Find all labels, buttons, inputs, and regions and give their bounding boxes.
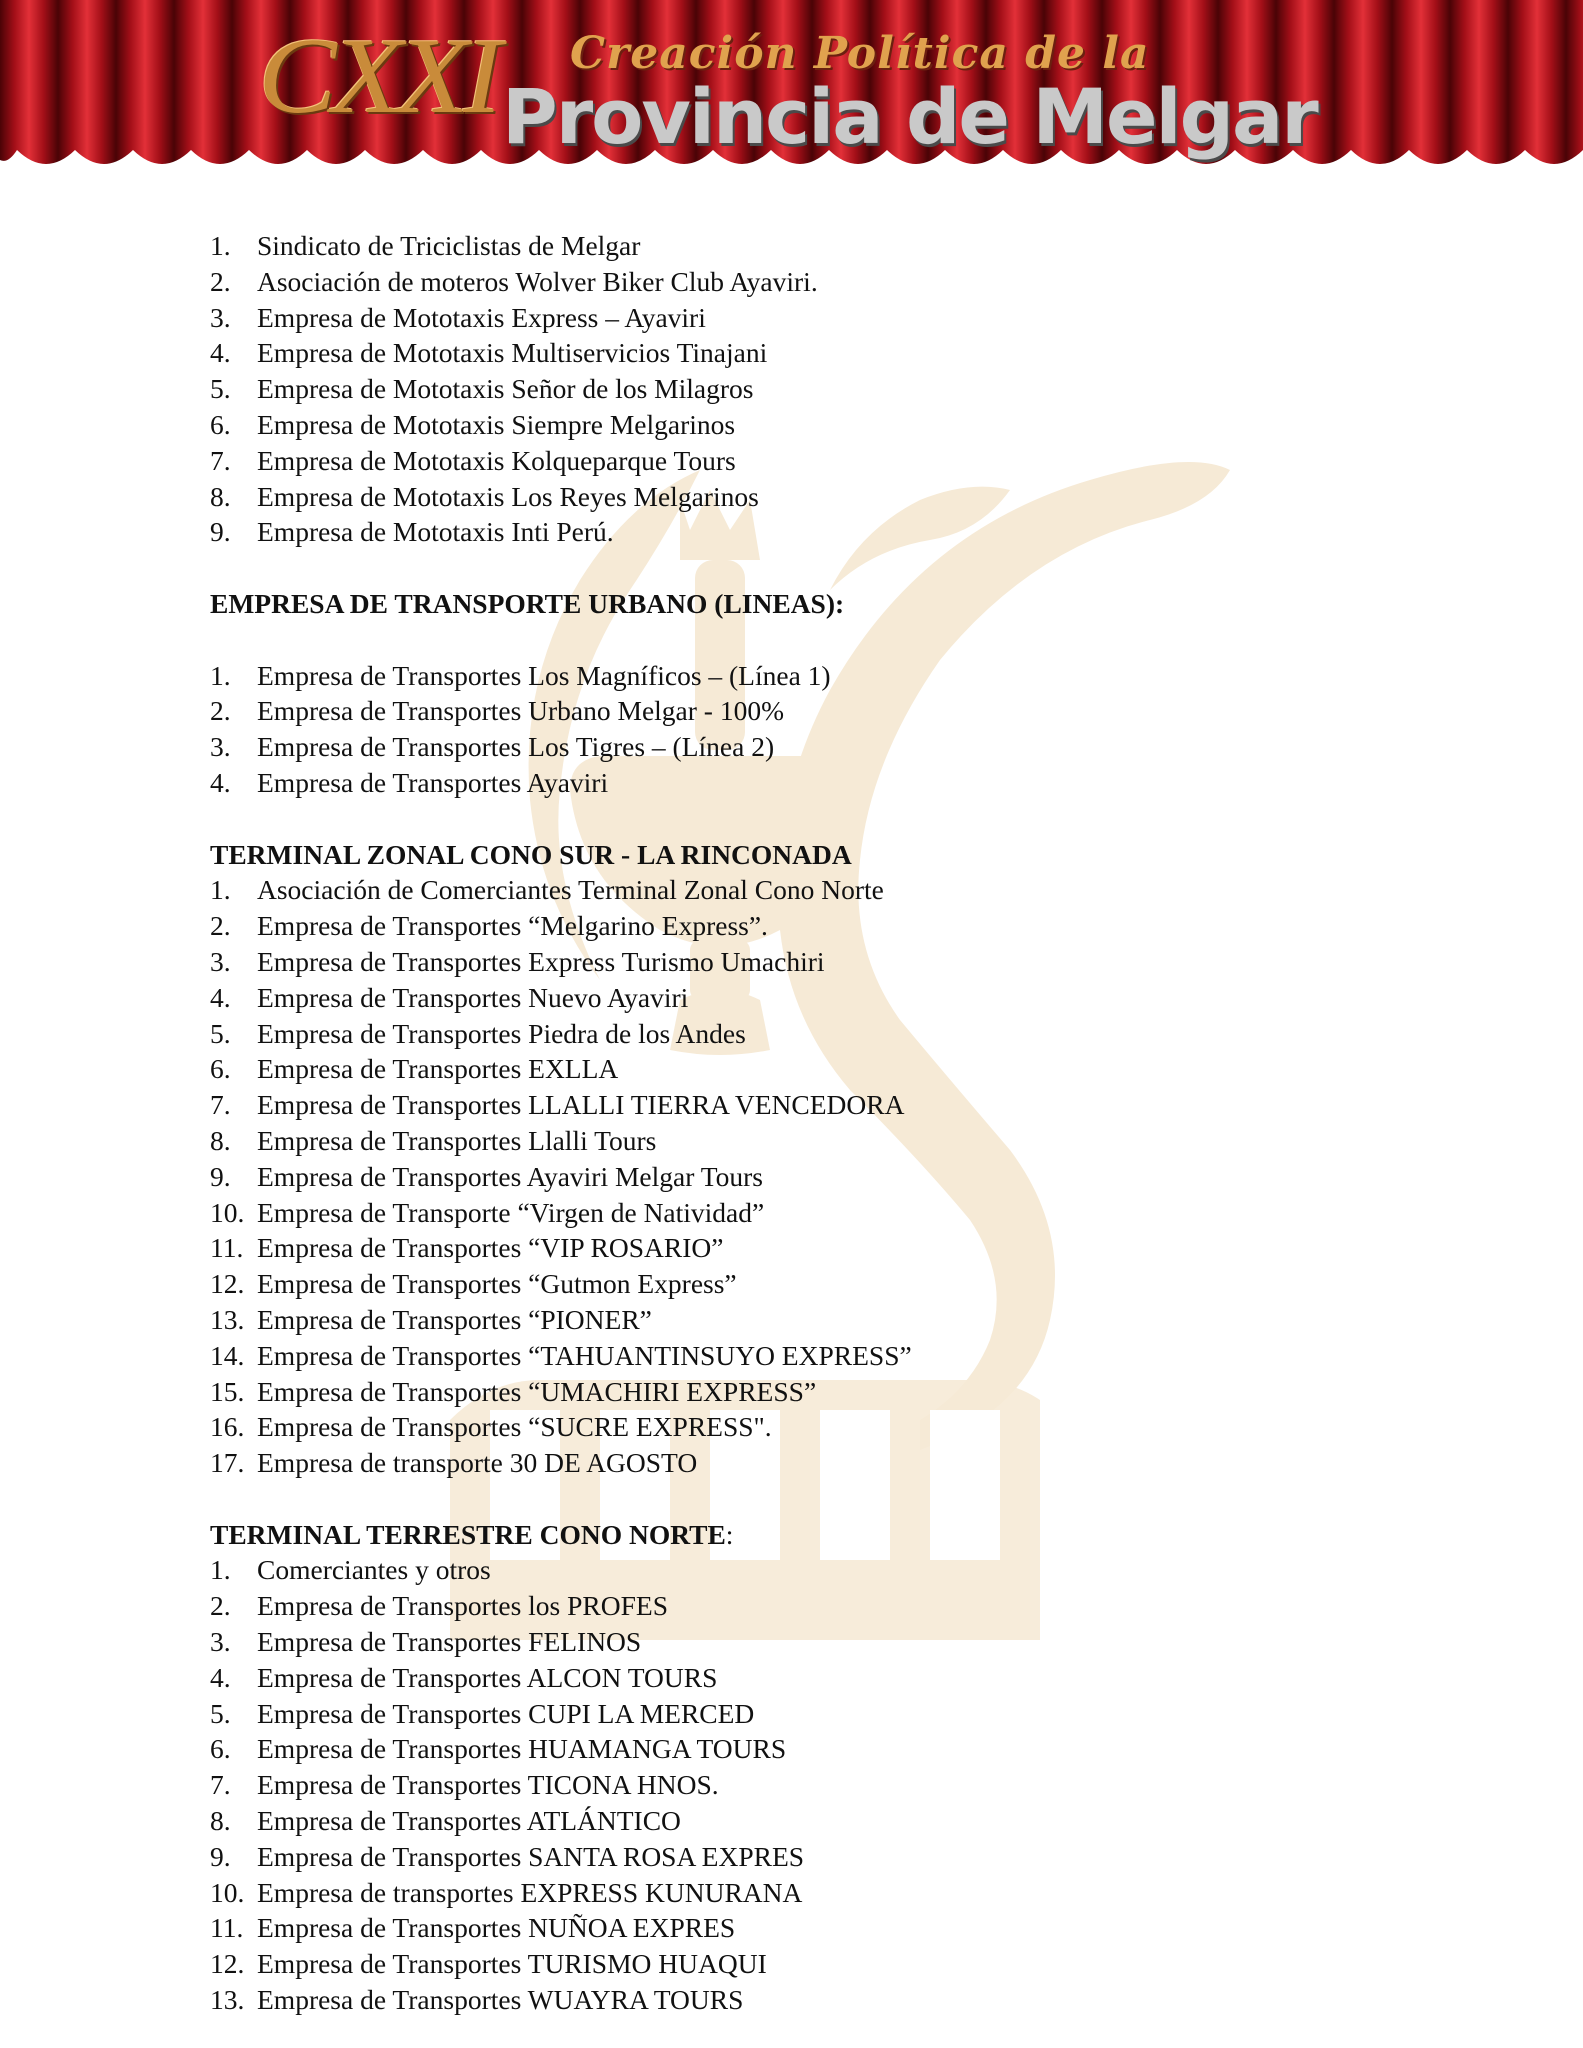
list-item — [210, 1159, 1410, 1195]
list-item-text: Empresa de Transportes “Melgarino Express”. — [257, 910, 768, 942]
list-item-text: Empresa de Transportes “VIP ROSARIO” — [257, 1232, 724, 1264]
list-item — [210, 335, 1410, 371]
list-item-text: Empresa de Transportes Los Tigres – (Línea 2) — [257, 731, 775, 763]
list-item-number: 4. — [210, 1661, 231, 1693]
list-item-number: 9. — [210, 1840, 231, 1872]
list-item — [210, 1230, 1410, 1266]
list-item-number: 6. — [210, 1053, 231, 1085]
header-title: Provincia de Melgar — [502, 72, 1317, 161]
list-item — [210, 872, 1410, 908]
list-item-number: 4. — [210, 981, 231, 1013]
section-heading-colon: : — [725, 1518, 734, 1550]
list-item-number: 1. — [210, 659, 231, 691]
list-item-number: 2. — [210, 910, 231, 942]
list-item-text: Empresa de Mototaxis Express – Ayaviri — [257, 301, 706, 333]
list-item — [210, 1302, 1410, 1338]
list-item-text: Empresa de Transportes CUPI LA MERCED — [257, 1697, 755, 1729]
list-item-number: 6. — [210, 408, 231, 440]
list-item-text: Empresa de Transportes Urbano Melgar - 100% — [257, 695, 784, 727]
list-item-number: 6. — [210, 1733, 231, 1765]
list-item — [210, 693, 1410, 729]
list-item-text: Empresa de Transportes los PROFES — [257, 1590, 668, 1622]
list-item — [210, 1731, 1410, 1767]
mototaxi-list — [210, 228, 1410, 550]
list-item-text: Empresa de Transporte “Virgen de Natividad” — [257, 1196, 765, 1228]
cono-norte-list — [210, 1552, 1410, 2017]
list-item — [210, 765, 1410, 801]
list-item-text: Empresa de Transportes Piedra de los Andes — [257, 1017, 746, 1049]
list-item — [210, 1696, 1410, 1732]
list-item-text: Empresa de Transportes ALCON TOURS — [257, 1661, 718, 1693]
list-item-number: 10. — [210, 1196, 245, 1228]
list-item-text: Asociación de moteros Wolver Biker Club Ayaviri. — [257, 265, 818, 297]
list-item-number: 7. — [210, 444, 231, 476]
list-item — [210, 479, 1410, 515]
section-heading-urbano: EMPRESA DE TRANSPORTE URBANO (LINEAS): — [210, 587, 845, 619]
list-item-number: 11. — [210, 1912, 244, 1944]
list-item-text: Asociación de Comerciantes Terminal Zonal Cono Norte — [257, 874, 884, 906]
spacer — [210, 801, 1410, 837]
list-item — [210, 1445, 1410, 1481]
list-item — [210, 300, 1410, 336]
spacer — [210, 1481, 1410, 1517]
list-item-text: Empresa de Transportes Nuevo Ayaviri — [257, 981, 689, 1013]
list-item-number: 2. — [210, 1590, 231, 1622]
list-item-number: 10. — [210, 1876, 245, 1908]
list-item-number: 8. — [210, 1805, 231, 1837]
list-item — [210, 908, 1410, 944]
urbano-list — [210, 658, 1410, 801]
list-item-number: 5. — [210, 1697, 231, 1729]
list-item-text: Empresa de Mototaxis Kolqueparque Tours — [257, 444, 736, 476]
list-item — [210, 1338, 1410, 1374]
list-item-number: 9. — [210, 516, 231, 548]
list-item — [210, 1087, 1410, 1123]
list-item-number: 1. — [210, 1554, 231, 1586]
list-item-number: 12. — [210, 1948, 245, 1980]
list-item — [210, 228, 1410, 264]
list-item-number: 13. — [210, 1303, 245, 1335]
list-item-number: 4. — [210, 766, 231, 798]
list-item-text: Empresa de Transportes “Gutmon Express” — [257, 1268, 737, 1300]
list-item-text: Empresa de Transportes Llalli Tours — [257, 1124, 657, 1156]
list-item-text: Empresa de Transportes HUAMANGA TOURS — [257, 1733, 787, 1765]
list-item — [210, 1374, 1410, 1410]
list-item-text: Empresa de Transportes Ayaviri Melgar Tours — [257, 1160, 764, 1192]
list-item-text: Empresa de Transportes TURISMO HUAQUI — [257, 1948, 767, 1980]
list-item — [210, 1803, 1410, 1839]
list-item-number: 1. — [210, 874, 231, 906]
list-item-text: Empresa de Mototaxis Multiservicios Tinajani — [257, 337, 768, 369]
section-heading-text: TERMINAL TERRESTRE CONO NORTE — [210, 1518, 726, 1550]
list-item-number: 3. — [210, 1626, 231, 1658]
list-item-number: 5. — [210, 373, 231, 405]
list-item — [210, 1016, 1410, 1052]
list-item-text: Empresa de Transportes Ayaviri — [257, 766, 609, 798]
list-item-number: 9. — [210, 1160, 231, 1192]
list-item-number: 3. — [210, 945, 231, 977]
list-item-text: Empresa de Transportes Los Magníficos – (Línea 1) — [257, 659, 831, 691]
list-item — [210, 1660, 1410, 1696]
list-item-text: Sindicato de Triciclistas de Melgar — [257, 230, 641, 261]
list-item-number: 17. — [210, 1447, 245, 1479]
list-item-text: Empresa de Transportes WUAYRA TOURS — [257, 1984, 744, 2016]
list-item-number: 1. — [210, 230, 231, 261]
list-item — [210, 729, 1410, 765]
spacer — [210, 622, 1410, 658]
list-item-text: Empresa de Transportes NUÑOA EXPRES — [257, 1912, 736, 1944]
list-item — [210, 1409, 1410, 1445]
header-roman-numeral: CXXI — [258, 15, 497, 137]
list-item-text: Empresa de Transportes SANTA ROSA EXPRES — [257, 1840, 805, 1872]
list-item-text: Empresa de Mototaxis Inti Perú. — [257, 516, 614, 548]
list-item — [210, 1875, 1410, 1911]
list-item — [210, 1839, 1410, 1875]
list-item-text: Empresa de Transportes “SUCRE EXPRESS". — [257, 1411, 772, 1443]
list-item-text: Empresa de transportes EXPRESS KUNURANA — [257, 1876, 803, 1908]
header-subtitle: Creación Política de la — [570, 28, 1150, 79]
list-item — [210, 371, 1410, 407]
list-item — [210, 980, 1410, 1016]
list-item — [210, 1123, 1410, 1159]
list-item-text: Empresa de Transportes LLALLI TIERRA VENCEDORA — [257, 1089, 905, 1121]
cono-sur-list — [210, 872, 1410, 1481]
list-item — [210, 407, 1410, 443]
document-body — [210, 228, 1410, 2018]
list-item — [210, 1910, 1410, 1946]
list-item-text: Empresa de Mototaxis Siempre Melgarinos — [257, 408, 736, 440]
list-item-text: Empresa de Transportes “UMACHIRI EXPRESS” — [257, 1375, 817, 1407]
list-item — [210, 1195, 1410, 1231]
list-item-text: Empresa de Transportes ATLÁNTICO — [257, 1805, 681, 1837]
header-banner — [0, 0, 1583, 190]
list-item-number: 7. — [210, 1769, 231, 1801]
list-item-number: 3. — [210, 731, 231, 763]
list-item-number: 7. — [210, 1089, 231, 1121]
list-item-text: Comerciantes y otros — [257, 1554, 491, 1586]
list-item-text: Empresa de transporte 30 DE AGOSTO — [257, 1447, 698, 1479]
list-item-text: Empresa de Mototaxis Los Reyes Melgarinos — [257, 480, 759, 512]
list-item-number: 3. — [210, 301, 231, 333]
list-item — [210, 1624, 1410, 1660]
list-item-number: 4. — [210, 337, 231, 369]
list-item — [210, 1051, 1410, 1087]
list-item-text: Empresa de Transportes TICONA HNOS. — [257, 1769, 719, 1801]
spacer — [210, 550, 1410, 586]
list-item — [210, 1588, 1410, 1624]
list-item-text: Empresa de Transportes Express Turismo Umachiri — [257, 945, 825, 977]
list-item — [210, 658, 1410, 694]
list-item-number: 2. — [210, 695, 231, 727]
list-item-number: 14. — [210, 1339, 245, 1371]
list-item-text: Empresa de Mototaxis Señor de los Milagros — [257, 373, 754, 405]
list-item-number: 2. — [210, 265, 231, 297]
section-heading-cono-norte — [210, 1517, 1410, 1553]
list-item — [210, 514, 1410, 550]
list-item-number: 12. — [210, 1268, 245, 1300]
list-item — [210, 1982, 1410, 2018]
list-item — [210, 1552, 1410, 1588]
list-item-number: 15. — [210, 1375, 245, 1407]
list-item-text: Empresa de Transportes “TAHUANTINSUYO EXPRESS” — [257, 1339, 912, 1371]
list-item — [210, 1767, 1410, 1803]
list-item — [210, 944, 1410, 980]
list-item — [210, 443, 1410, 479]
list-item — [210, 264, 1410, 300]
list-item-number: 5. — [210, 1017, 231, 1049]
list-item-text: Empresa de Transportes EXLLA — [257, 1053, 619, 1085]
list-item — [210, 1266, 1410, 1302]
list-item-number: 13. — [210, 1984, 245, 2016]
list-item-number: 8. — [210, 480, 231, 512]
list-item-number: 16. — [210, 1411, 245, 1443]
list-item-number: 11. — [210, 1232, 244, 1264]
section-heading-cono-sur: TERMINAL ZONAL CONO SUR - LA RINCONADA — [210, 838, 852, 870]
list-item-text: Empresa de Transportes “PIONER” — [257, 1303, 652, 1335]
list-item — [210, 1946, 1410, 1982]
list-item-number: 8. — [210, 1124, 231, 1156]
list-item-text: Empresa de Transportes FELINOS — [257, 1626, 642, 1658]
